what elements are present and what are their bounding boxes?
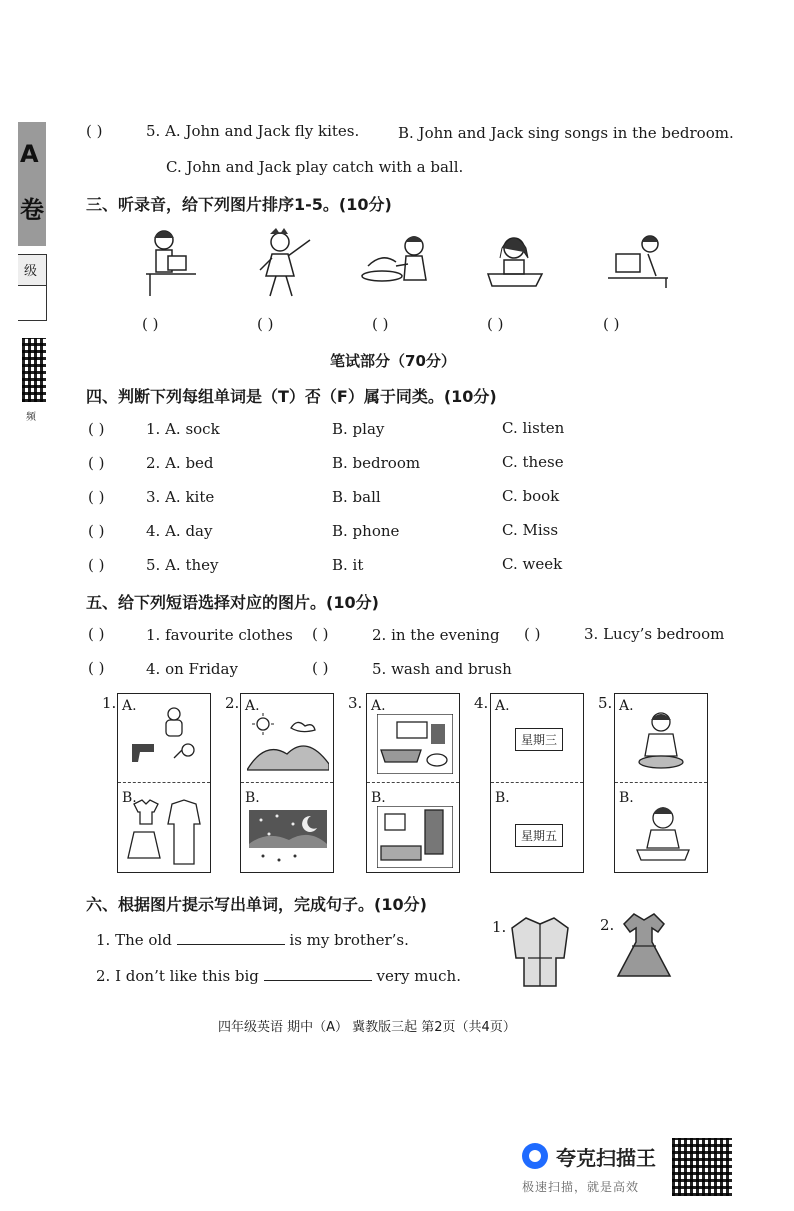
s6-s1-post: is my brother’s. bbox=[289, 931, 409, 949]
s5-item3-paren[interactable]: ( ) bbox=[524, 625, 541, 643]
listen-picture-3 bbox=[360, 232, 436, 294]
clothes-icon bbox=[126, 798, 206, 870]
s6-s2-post: very much. bbox=[376, 967, 461, 985]
card5-number: 5. bbox=[598, 694, 613, 712]
s4-row2-paren[interactable]: ( ) bbox=[88, 454, 105, 472]
card4-number: 4. bbox=[474, 694, 489, 712]
picture-card-3 bbox=[366, 693, 460, 873]
s4-row1-paren[interactable]: ( ) bbox=[88, 420, 105, 438]
strip-char-juan: 卷 bbox=[20, 196, 44, 224]
s4-row4-b: B. phone bbox=[332, 522, 400, 540]
s4-row1-b: B. play bbox=[332, 420, 385, 438]
card2-option-b[interactable]: B. bbox=[245, 790, 260, 806]
s5-item4-paren[interactable]: ( ) bbox=[88, 659, 105, 677]
name-box bbox=[18, 285, 47, 321]
scanner-brand: 夸克扫描王 bbox=[556, 1146, 656, 1170]
card2-option-a[interactable]: A. bbox=[245, 698, 260, 714]
night-icon bbox=[249, 810, 327, 866]
s4-row3-b: B. ball bbox=[332, 488, 381, 506]
card3-number: 3. bbox=[348, 694, 363, 712]
s5-item5-text: 5. wash and brush bbox=[372, 660, 512, 678]
scanner-qr-code bbox=[672, 1138, 732, 1196]
card5-option-b[interactable]: B. bbox=[619, 790, 634, 806]
card2-divider bbox=[241, 782, 333, 783]
q5-paren[interactable]: ( ) bbox=[86, 122, 103, 140]
picture-card-4 bbox=[490, 693, 584, 873]
s4-row4-paren[interactable]: ( ) bbox=[88, 522, 105, 540]
dress-icon bbox=[614, 910, 674, 984]
s4-row1-a: 1. A. sock bbox=[146, 420, 220, 438]
s4-row4-c: C. Miss bbox=[502, 521, 559, 539]
bedroom-icon bbox=[377, 806, 453, 868]
s4-row2-b: B. bedroom bbox=[332, 454, 421, 472]
s5-item2-paren[interactable]: ( ) bbox=[312, 625, 329, 643]
s4-row3-c: C. book bbox=[502, 487, 560, 505]
s6-pic1-number: 1. bbox=[492, 918, 507, 936]
strip-char-a: A bbox=[20, 140, 39, 168]
s5-item1-paren[interactable]: ( ) bbox=[88, 625, 105, 643]
s6-blank-1[interactable] bbox=[177, 930, 285, 945]
s4-row5-a: 5. A. they bbox=[146, 556, 219, 574]
bathroom-icon bbox=[377, 714, 453, 774]
section3-title: 三、听录音，给下列图片排序1-5。(10分) bbox=[86, 195, 392, 214]
picture-card-1 bbox=[117, 693, 211, 873]
section3-paren-1[interactable]: ( ) bbox=[142, 315, 159, 333]
coat-icon bbox=[508, 914, 572, 990]
scanner-logo-icon bbox=[522, 1143, 548, 1169]
card5-divider bbox=[615, 782, 707, 783]
s5-item4-text: 4. on Friday bbox=[146, 660, 238, 678]
section3-paren-2[interactable]: ( ) bbox=[257, 315, 274, 333]
listen-picture-1 bbox=[140, 226, 200, 298]
s4-row4-a: 4. A. day bbox=[146, 522, 213, 540]
section3-paren-4[interactable]: ( ) bbox=[487, 315, 504, 333]
q5-option-c: C. John and Jack play catch with a ball. bbox=[166, 158, 464, 176]
s4-row3-paren[interactable]: ( ) bbox=[88, 488, 105, 506]
card4-option-b[interactable]: B. bbox=[495, 790, 510, 806]
listen-picture-4 bbox=[484, 234, 546, 290]
card3-divider bbox=[367, 782, 459, 783]
s4-row5-paren[interactable]: ( ) bbox=[88, 556, 105, 574]
scanner-slogan: 极速扫描，就是高效 bbox=[522, 1180, 640, 1194]
s5-item1-text: 1. favourite clothes bbox=[146, 626, 293, 644]
q5-option-b: B. John and Jack sing songs in the bedroom. bbox=[398, 124, 734, 142]
s6-s2-pre: 2. I don’t like this big bbox=[96, 967, 259, 985]
s4-row1-c: C. listen bbox=[502, 419, 565, 437]
toys-icon bbox=[128, 704, 202, 770]
card1-option-b[interactable]: B. bbox=[122, 790, 137, 806]
card1-divider bbox=[118, 782, 210, 783]
card5-option-a[interactable]: A. bbox=[619, 698, 634, 714]
card4-divider bbox=[491, 782, 583, 783]
section3-paren-5[interactable]: ( ) bbox=[603, 315, 620, 333]
s4-row3-a: 3. A. kite bbox=[146, 488, 215, 506]
card3-option-b[interactable]: B. bbox=[371, 790, 386, 806]
written-part-heading: 笔试部分（70分） bbox=[330, 352, 456, 370]
s5-item5-paren[interactable]: ( ) bbox=[312, 659, 329, 677]
s5-item3-text: 3. Lucy’s bedroom bbox=[584, 625, 725, 643]
section6-title: 六、根据图片提示写出单词，完成句子。(10分) bbox=[86, 895, 427, 914]
q5-option-a: 5. A. John and Jack fly kites. bbox=[146, 122, 360, 140]
page-footer: 四年级英语 期中（A） 冀教版三起 第2页（共4页） bbox=[218, 1020, 516, 1035]
s6-sentence2 bbox=[96, 966, 461, 985]
calendar-wednesday: 星期三 bbox=[515, 728, 563, 751]
listen-picture-2 bbox=[256, 226, 316, 300]
picture-card-5 bbox=[614, 693, 708, 873]
video-label: 频 bbox=[26, 412, 36, 423]
card4-option-a[interactable]: A. bbox=[495, 698, 510, 714]
s4-row2-c: C. these bbox=[502, 453, 564, 471]
card1-option-a[interactable]: A. bbox=[122, 698, 137, 714]
writing-icon bbox=[629, 802, 697, 866]
picture-card-2 bbox=[240, 693, 334, 873]
section3-paren-3[interactable]: ( ) bbox=[372, 315, 389, 333]
section4-title: 四、判断下列每组单词是（T）否（F）属于同类。(10分) bbox=[86, 387, 497, 406]
s4-row5-c: C. week bbox=[502, 555, 563, 573]
s4-row5-b: B. it bbox=[332, 556, 364, 574]
daytime-icon bbox=[247, 712, 329, 772]
s6-sentence1 bbox=[96, 930, 409, 949]
s6-blank-2[interactable] bbox=[264, 966, 372, 981]
s5-item2-text: 2. in the evening bbox=[372, 626, 500, 644]
class-label: 级 bbox=[24, 264, 38, 279]
calendar-friday: 星期五 bbox=[515, 824, 563, 847]
section5-title: 五、给下列短语选择对应的图片。(10分) bbox=[86, 593, 379, 612]
s6-pic2-number: 2. bbox=[600, 916, 615, 934]
s4-row2-a: 2. A. bed bbox=[146, 454, 214, 472]
card1-number: 1. bbox=[102, 694, 117, 712]
s6-s1-pre: 1. The old bbox=[96, 931, 172, 949]
washing-icon bbox=[629, 710, 693, 776]
card3-option-a[interactable]: A. bbox=[371, 698, 386, 714]
strip-qr-code bbox=[22, 338, 46, 402]
card2-number: 2. bbox=[225, 694, 240, 712]
listen-picture-5 bbox=[604, 232, 672, 290]
